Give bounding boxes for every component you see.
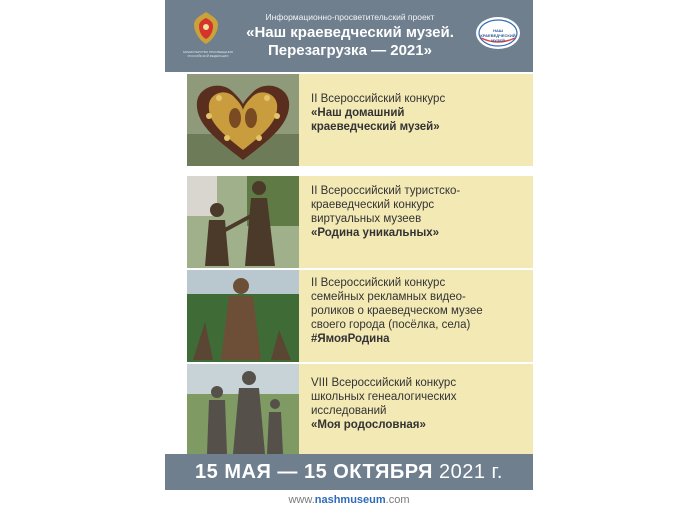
poster	[165, 0, 533, 520]
date-year: 2021 г.	[432, 461, 503, 483]
contest-name: «Наш домашний	[311, 107, 405, 119]
contest-line: школьных генеалогических	[311, 391, 457, 403]
contest-line: исследований	[311, 405, 387, 417]
contest-name: #ЯмояРодина	[311, 333, 390, 345]
contest-text	[311, 376, 529, 432]
date-range-bar	[165, 454, 533, 490]
heart-sculpture-icon	[187, 74, 299, 166]
contest-text	[311, 92, 529, 134]
project-title-line: Перезагрузка — 2021»	[268, 42, 432, 59]
contest-card[interactable]	[187, 270, 533, 362]
contest-line: роликов о краеведческом музее	[311, 305, 483, 317]
header-bar	[165, 0, 533, 72]
contest-line: II Всероссийский конкурс	[311, 277, 446, 289]
ministry-emblem-icon	[191, 10, 221, 46]
contest-text	[311, 276, 529, 346]
project-title-line: «Наш краеведческий музей.	[246, 24, 454, 41]
contest-name: «Родина уникальных»	[311, 227, 440, 239]
contest-line: семейных рекламных видео-	[311, 291, 466, 303]
project-label: Информационно-просветительский проект	[265, 12, 435, 22]
website-suffix: .com	[385, 494, 410, 506]
contest-line: своего города (посёлка, села)	[311, 319, 471, 331]
contest-card[interactable]	[187, 74, 533, 166]
contest-name: краеведческий музей»	[311, 121, 440, 133]
website-link[interactable]	[165, 494, 533, 506]
contest-line: II Всероссийский туристско-	[311, 185, 461, 197]
family-statue-icon	[187, 364, 299, 456]
contest-line: виртуальных музеев	[311, 213, 422, 225]
contest-line: II Всероссийский конкурс	[311, 93, 446, 105]
website-name: nashmuseum	[314, 494, 386, 506]
date-range: 15 МАЯ — 15 ОКТЯБРЯ	[195, 461, 433, 483]
project-title	[237, 24, 463, 60]
website-prefix: www.	[288, 494, 315, 506]
contest-line: краеведческий конкурс	[311, 199, 435, 211]
woman-statue-icon	[187, 270, 299, 362]
contest-name: «Моя родословная»	[311, 419, 426, 431]
contest-card[interactable]	[187, 364, 533, 456]
contest-line: VIII Всероссийский конкурс	[311, 377, 457, 389]
contest-text	[311, 184, 529, 240]
bronze-statues-icon	[187, 176, 299, 268]
museum-logo-text: НАШ КРАЕВЕДЧЕСКИЙ МУЗЕЙ	[480, 28, 516, 43]
contest-card[interactable]	[187, 176, 533, 268]
ministry-text: МИНИСТЕРСТВО ПРОСВЕЩЕНИЯ РОССИЙСКОЙ ФЕДЕРАЦИИ	[183, 50, 233, 58]
